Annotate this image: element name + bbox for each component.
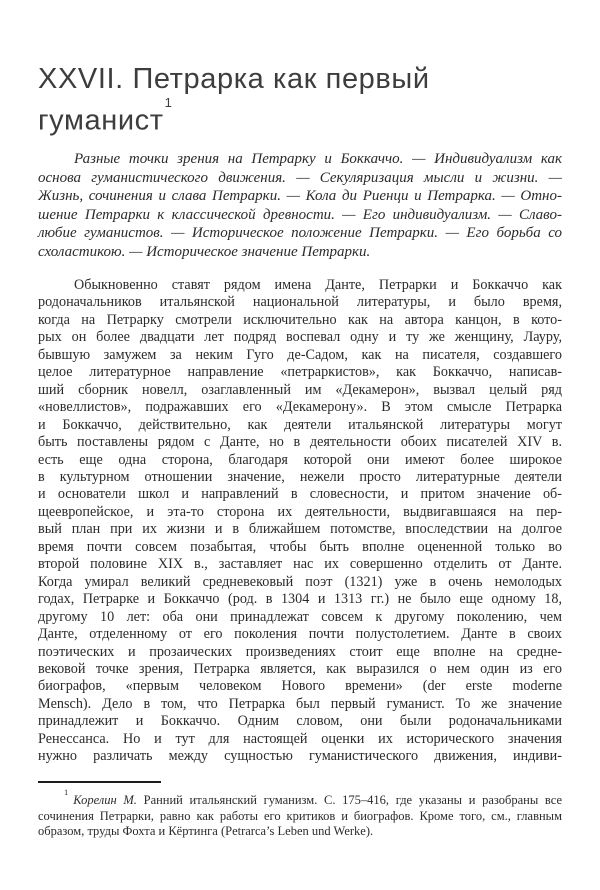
footnote-text: Ранний итальянский гуманизм. С. 175–416, где указаны и разобраны все <box>136 793 562 808</box>
text-line: нужно различать между сущностью гуманистического движения, индиви- <box>38 748 562 765</box>
chapter-title-line-1: XXVII. Петрарка как первый <box>38 63 430 95</box>
chapter-title <box>38 62 562 139</box>
text-line: годах, Петрарке и Боккаччо (род. в 1304 и 1313 гг.) не было еще одному 18, <box>38 591 562 608</box>
text-line: в культурном отношении значение, нежели просто литературные деятели <box>38 468 562 485</box>
text-line: и основатели школ и направлений в словесности, и притом значение об- <box>38 486 562 503</box>
text-line: целое литературное направление «петраркистов», как Боккаччо, написав- <box>38 364 562 381</box>
text-line: поэтических и прозаических произведениях стоит еще вполне на средне- <box>38 643 562 660</box>
text-line: принадлежит и Боккаччо. Одним словом, они были родоначальниками <box>38 713 562 730</box>
text-line: есть еще одна сторона, благодаря которой они имеют более широкое <box>38 451 562 468</box>
text-line: «новеллистов», подражавших его «Декамерону». В этом смысле Петрарка <box>38 399 562 416</box>
text-line: вый план при их жизни и в ближайшем потомстве, впоследствии на долгое <box>38 521 562 538</box>
text-line: быть поставлены рядом с Данте, но в деятельности обоих писателей XIV в. <box>38 434 562 451</box>
text-line: схоластикою. — Историческое значение Петрарки. <box>38 243 371 260</box>
text-line: Жизнь, сочинения и слава Петрарки. — Кола ди Риенци и Петрарка. — Отно- <box>38 188 562 205</box>
text-line: биографов, «первым человеком Нового времени» (der erste moderne <box>38 678 562 695</box>
footnote-ref-superscript: 1 <box>164 95 173 110</box>
text-line: родоначальников итальянской национальной литературы, и было время, <box>38 294 562 311</box>
text-line: другому 10 лет: оба они принадлежат совсем к другому поколению, чем <box>38 608 562 625</box>
text-line: Ренессанса. Но и тут для настоящей оценки их исторического значения <box>38 730 562 747</box>
footnote <box>38 781 562 840</box>
footnote-separator-rule <box>38 781 161 783</box>
text-line: вековой точке зрения, Петрарка является, как выразился о нем один из его <box>38 660 562 677</box>
text-line: основа гуманистического движения. — Секуляризация мысли и жизни. — <box>38 169 562 186</box>
footnote-author: Корелин М. <box>73 793 137 808</box>
text-line: когда на Петрарку смотрели исключительно как на автора канцон, в кото- <box>38 311 562 328</box>
chapter-title-line-2 <box>38 97 562 139</box>
text-line: второй половине XIX в., заставляет нас их совершенно отделить от Данте. <box>38 556 562 573</box>
text-line: бывшую замужем за неким Гуго де-Садом, как на писателя, создавшего <box>38 346 562 363</box>
text-line: Обыкновенно ставят рядом имена Данте, Петрарки и Боккаччо как <box>74 277 562 293</box>
text-line: время почти совсем позабытая, чтобы быть вполне оцененной только во <box>38 538 562 555</box>
chapter-title-text: гуманист <box>38 104 164 137</box>
chapter-summary-paragraph <box>38 150 562 262</box>
text-line: рых он более двадцати лет подряд воспевал одну и ту же женщину, Лауру, <box>38 329 562 346</box>
text-line: и Боккаччо, действительно, как деятели итальянской литературы могут <box>38 416 562 433</box>
body-paragraph <box>38 277 562 766</box>
footnote-continuation <box>38 809 562 840</box>
text-line: любие гуманистов. — Историческое положение Петрарки. — Его борьба со <box>38 225 562 242</box>
footnote-marker: 1 <box>64 787 69 797</box>
text-line: ший сборник новелл, озаглавленный им «Декамерон», вызвал целый ряд <box>38 381 562 398</box>
text-line: щеевропейское, и эта-то сторона их деятельности, выдвигавшаяся на пер- <box>38 503 562 520</box>
text-line: Когда умирал великий средневековый поэт (1321) уже в очень немолодых <box>38 573 562 590</box>
text-line: шение Петрарки к классической древности. — Его индивидуализм. — Славо- <box>38 206 562 223</box>
text-line: Разные точки зрения на Петрарку и Боккаччо. — Индивидуализм как <box>74 151 562 167</box>
footnote-line <box>38 789 562 809</box>
text-line: образом, труды Фохта и Кёртинга (Petrarca’s Leben und Werke). <box>38 824 374 839</box>
text-line: сочинения Петрарки, равно как работы его критиков и биографов. Кроме того, см., главным <box>38 808 562 823</box>
text-line: Данте, отделенному от его поколения почти полустолетием. Данте в своих <box>38 626 562 643</box>
text-line: Mensch). Дело в том, что Петрарка был первый гуманист. То же значение <box>38 695 562 712</box>
